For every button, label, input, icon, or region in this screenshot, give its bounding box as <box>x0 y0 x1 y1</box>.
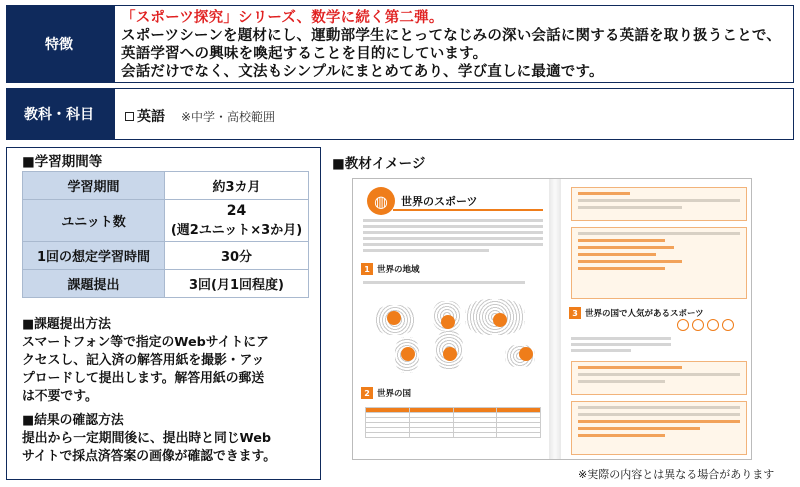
features-body <box>115 6 793 82</box>
header-underline <box>393 209 543 211</box>
subject-note: ※中学・高校範囲 <box>181 109 276 124</box>
ball-icon <box>722 319 734 331</box>
preview-text-block <box>363 219 543 255</box>
section-1-label: 世界の地域 <box>377 265 420 275</box>
features-label: 特徴 <box>45 37 73 53</box>
subject-label: 教科・科目 <box>24 107 94 123</box>
preview-doc-title: 世界のスポーツ <box>401 195 478 208</box>
features-line-3: 英語学習への興味を喚起することを目的にしています。 <box>121 46 488 62</box>
table-row <box>23 172 309 200</box>
results-section <box>22 412 312 466</box>
preview-country-table <box>365 407 541 438</box>
results-line: サイトで採点済答案の画像が確認できます。 <box>22 449 277 464</box>
preview-exercise-box <box>571 361 747 395</box>
period-key: 課題提出 <box>23 270 165 298</box>
features-line-1: 「スポーツ探究」シリーズ、数学に続く第二弾。 <box>121 10 444 26</box>
period-value: 3回(月1回程度) <box>165 270 309 298</box>
period-title: ■学習期間等 <box>22 154 103 170</box>
period-value: 約3カ月 <box>165 172 309 200</box>
preview-text-block <box>571 337 671 355</box>
sports-icons <box>677 319 734 331</box>
submission-section <box>22 316 312 406</box>
results-title: ■結果の確認方法 <box>22 413 124 428</box>
preview-section-2 <box>361 387 411 399</box>
units-count: 24 <box>226 203 247 219</box>
material-title: ■教材イメージ <box>332 156 426 172</box>
period-value: 30分 <box>165 242 309 270</box>
period-key: 1回の想定学習時間 <box>23 242 165 270</box>
preview-left-page <box>353 179 549 460</box>
table-row <box>23 242 309 270</box>
table-row <box>23 200 309 242</box>
section-number: 2 <box>361 387 373 399</box>
preview-exercise-box <box>571 401 747 455</box>
ball-icon <box>692 319 704 331</box>
preview-section-1 <box>361 263 420 275</box>
subject-row <box>6 88 794 140</box>
checkbox-icon <box>125 112 134 121</box>
disclaimer-note: ※実際の内容とは異なる場合があります <box>578 468 775 481</box>
subject-name: 英語 <box>137 109 165 125</box>
section-number: 3 <box>569 307 581 319</box>
results-line: 提出から一定期間後に、提出時と同じWeb <box>22 431 272 446</box>
period-key: 学習期間 <box>23 172 165 200</box>
globe-icon: ◍ <box>367 187 395 215</box>
preview-section-3 <box>569 307 704 319</box>
features-line-2: スポーツシーンを題材にし、運動部学生にとってなじみの深い会話に関する英語を取り扱うことで、 <box>121 28 782 44</box>
table-row <box>23 270 309 298</box>
preview-text-block <box>363 281 543 287</box>
ball-icon <box>677 319 689 331</box>
preview-exercise-box <box>571 187 747 221</box>
subject-name-wrap <box>125 106 165 126</box>
submission-line: スマートフォン等で指定のWebサイトにア <box>22 335 269 350</box>
period-value-units <box>165 200 309 242</box>
subject-body <box>115 89 793 139</box>
submission-title: ■課題提出方法 <box>22 317 111 332</box>
preview-exercise-box <box>571 227 747 299</box>
submission-line: プロードして提出します。解答用紙の郵送 <box>22 371 265 386</box>
preview-right-page <box>561 179 752 460</box>
features-line-4: 会話だけでなく、文法もシンプルにまとめてあり、学び直しに最適です。 <box>121 64 604 80</box>
units-detail: (週2ユニット×3か月) <box>170 223 303 238</box>
features-text <box>121 9 781 81</box>
section-number: 1 <box>361 263 373 275</box>
world-map-image <box>365 297 543 377</box>
material-preview-image <box>352 178 752 460</box>
ball-icon <box>707 319 719 331</box>
page-gutter <box>549 179 561 460</box>
submission-line: は不要です。 <box>22 389 98 404</box>
period-table <box>22 171 309 298</box>
submission-line: クセスし、記入済の解答用紙を撮影・アッ <box>22 353 265 368</box>
period-key: ユニット数 <box>23 200 165 242</box>
section-3-label: 世界の国で人気があるスポーツ <box>585 309 704 319</box>
features-row <box>6 5 794 83</box>
section-2-label: 世界の国 <box>377 389 412 399</box>
